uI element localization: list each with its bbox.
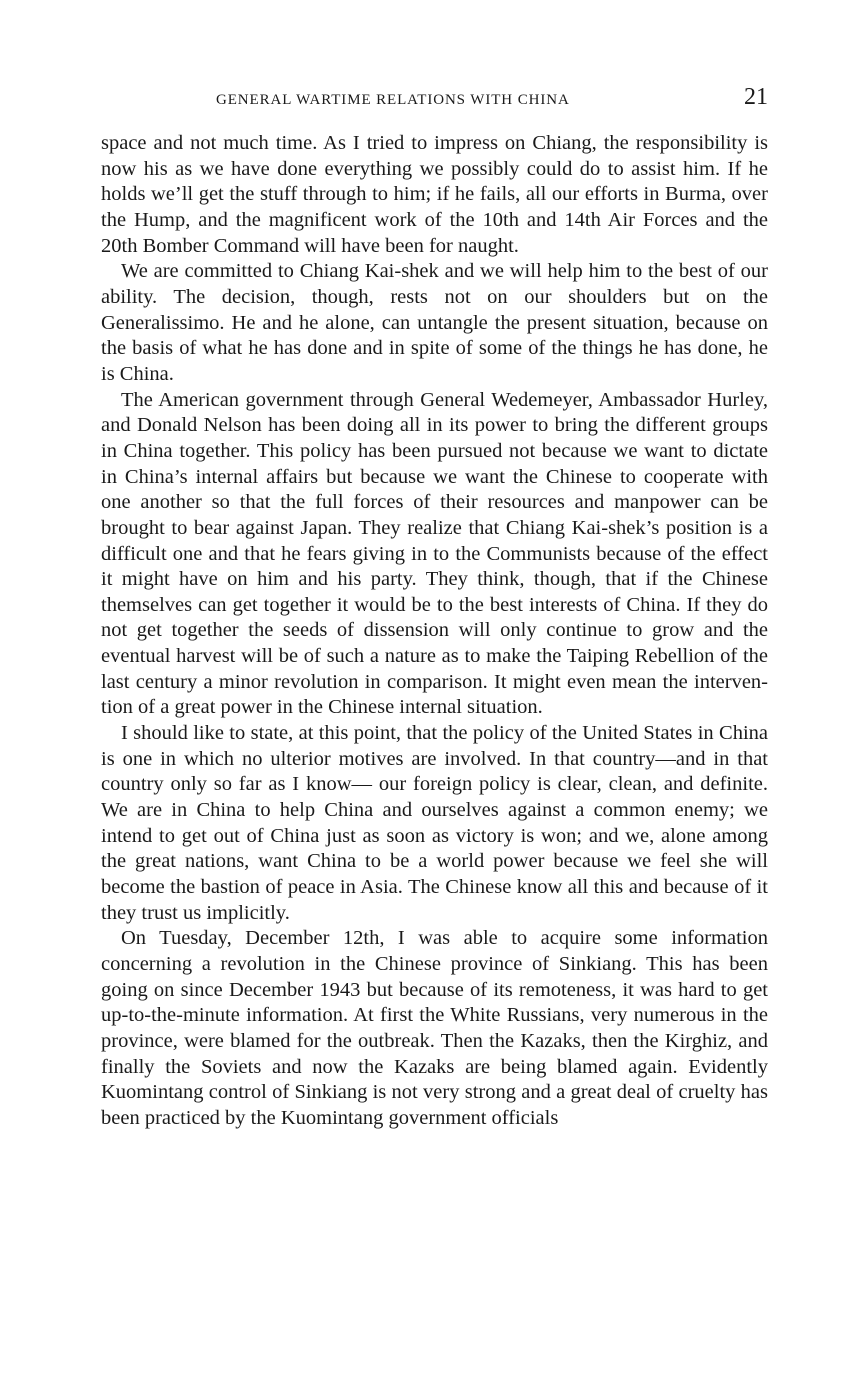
paragraph-chiang-commitment: We are committed to Chiang Kai-shek and we will help him to the best of our ability. The decision, though, rests not on our shoulders but on the Generalissimo. He and he alone, can untangle the present situation, because on the basis of what he has done and in spite of some of the things he has done, he is China. — [101, 260, 768, 385]
body-text — [101, 131, 768, 1132]
running-head — [101, 84, 768, 114]
running-title: GENERAL WARTIME RELATIONS WITH CHINA — [216, 92, 570, 108]
paragraph-sinkiang: On Tuesday, December 12th, I was able to acquire some information concerning a revolution in the Chinese province of Sinkiang. This has been going on since December 1943 but because of its remoteness, it was hard to get up-to-the-minute information. At first the White Russians, very numerous in the province, were blamed for the outbreak. Then the Kazaks, then the Kirghiz, and finally the Soviets and now the Kazaks are being blamed again. Evidently Kuomintang control of Sinkiang is not very strong and a great deal of cruelty has been practiced by the Kuomintang government officials — [101, 927, 768, 1129]
paragraph-us-policy: I should like to state, at this point, that the policy of the United States in China is one in which no ulterior motives are involved. In that country—and in that country only so far as I know— our foreign policy is clear, clean, and definite. We are in China to help China and ourselves against a common enemy; we intend to get out of China just as soon as victory is won; and we, alone among the great nations, want China to be a world power because we feel she will become the bastion of peace in Asia. The Chinese know all this and because of it they trust us implicitly. — [101, 722, 768, 924]
paragraph-american-government: The American government through General Wedemeyer, Ambassador Hurley, and Donald Nelson has been doing all in its power to bring the different groups in China together. This policy has been pursued not because we want to dictate in China’s internal affairs but because we want the Chinese to cooperate with one another so that the full forces of their resources and manpower can be brought to bear against Japan. They realize that Chiang Kai-shek’s position is a difficult one and that he fears giving in to the Communists because of the effect it might have on him and his party. They think, though, that if the Chinese themselves can get together it would be to the best interests of China. If they do not get together the seeds of dissension will only continue to grow and the eventual harvest will be of such a nature as to make the Taiping Rebellion of the last century a minor revolution in comparison. It might even mean the intervention of a great power in the Chinese internal situation. — [101, 388, 768, 719]
paragraph-continued: space and not much time. As I tried to impress on Chiang, the responsibility is now his as we have done everything we possibly could do to assist him. If he holds we’ll get the stuff through to him; if he fails, all our efforts in Burma, over the Hump, and the magnificent work of the 10th and 14th Air Forces and the 20th Bomber Command will have been for naught. — [101, 132, 768, 257]
page-number: 21 — [744, 84, 768, 110]
